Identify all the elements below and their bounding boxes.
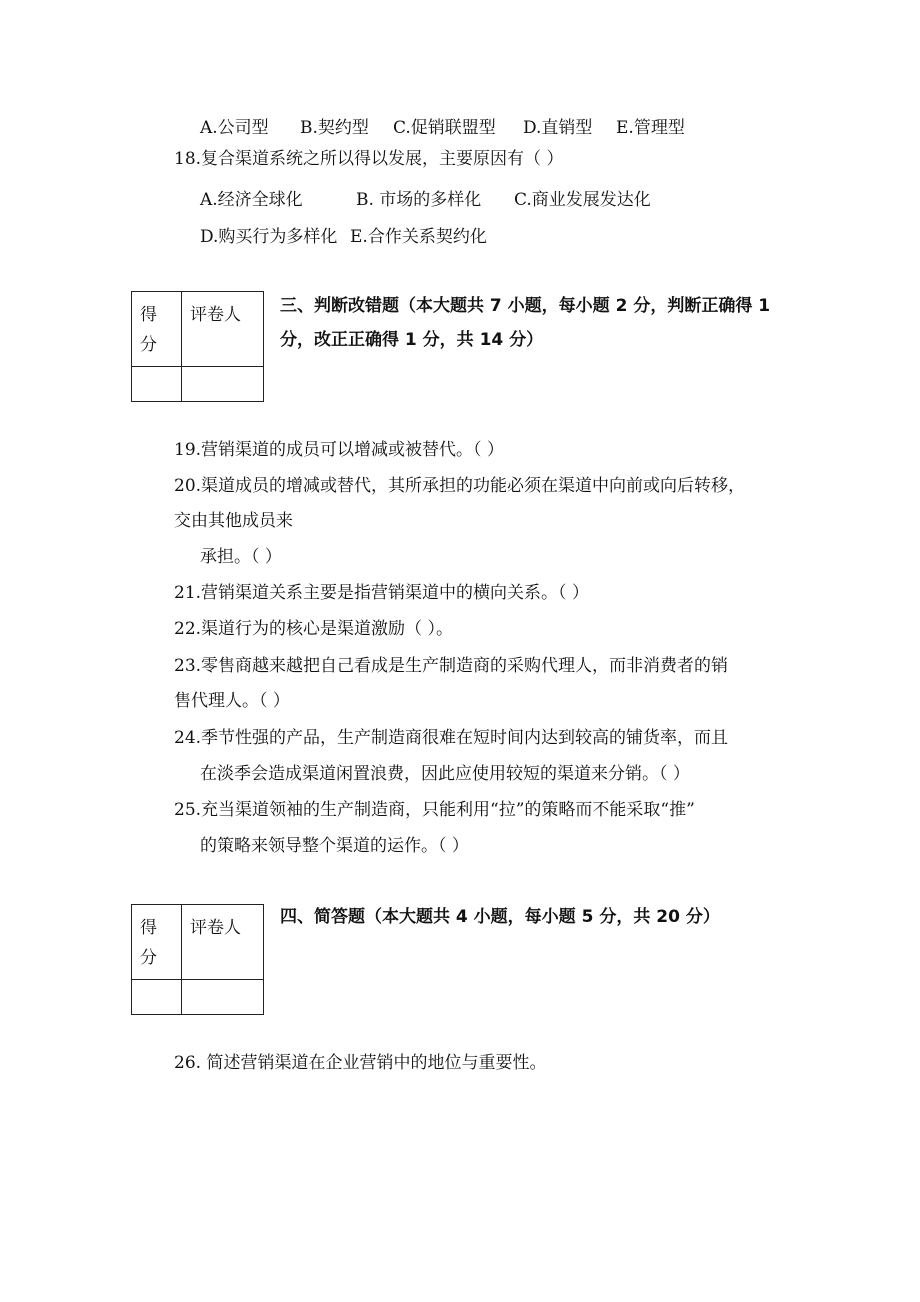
score-label: 得分 [140, 918, 157, 968]
q19: 19.营销渠道的成员可以增减或被替代。（ ） [174, 440, 504, 460]
q20-line2: 交由其他成员来 [174, 511, 293, 531]
q18-option-b: B. 市场的多样化 [356, 190, 482, 210]
score-box-section3 [131, 291, 264, 402]
q25-line1: 25.充当渠道领袖的生产制造商，只能利用“拉”的策略而不能采取“推” [174, 800, 695, 820]
q21: 21.营销渠道关系主要是指营销渠道中的横向关系。（ ） [174, 583, 589, 603]
q17-option-b: B.契约型 [300, 118, 369, 138]
q20-line1: 20.渠道成员的增减或替代，其所承担的功能必须在渠道中向前或向后转移， [174, 476, 746, 496]
q17-option-c: C.促销联盟型 [393, 118, 496, 138]
q17-option-e: E.管理型 [616, 118, 685, 138]
q25-line2: 的策略来领导整个渠道的运作。（ ） [200, 836, 469, 856]
grader-label: 评卷人 [190, 305, 241, 325]
q26: 26. 简述营销渠道在企业营销中的地位与重要性。 [174, 1053, 547, 1073]
q18-option-a: A.经济全球化 [200, 190, 303, 210]
q18-stem: 18.复合渠道系统之所以得以发展，主要原因有（ ） [174, 149, 564, 169]
q18-option-d: D.购买行为多样化 [200, 227, 338, 247]
grader-label: 评卷人 [190, 918, 241, 938]
q17-option-d: D.直销型 [523, 118, 593, 138]
q18-option-c: C.商业发展发达化 [514, 190, 651, 210]
q18-option-e: E.合作关系契约化 [350, 227, 487, 247]
q22: 22.渠道行为的核心是渠道激励（ ）。 [174, 619, 453, 639]
q17-option-a: A.公司型 [200, 118, 269, 138]
section3-title-line1: 三、判断改错题（本大题共 7 小题，每小题 2 分，判断正确得 1 [280, 296, 771, 316]
section3-title-line2: 分，改正正确得 1 分，共 14 分） [280, 330, 544, 350]
score-label: 得分 [140, 305, 157, 355]
q24-line1: 24.季节性强的产品，生产制造商很难在短时间内达到较高的铺货率，而且 [174, 728, 729, 748]
q23-line2: 售代理人。（ ） [174, 691, 290, 711]
section3-title [280, 289, 770, 357]
section4-title: 四、简答题（本大题共 4 小题，每小题 5 分，共 20 分） [280, 907, 720, 927]
q20-line3: 承担。（ ） [200, 547, 282, 567]
q24-line2: 在淡季会造成渠道闲置浪费，因此应使用较短的渠道来分销。（ ） [200, 764, 690, 784]
q23-line1: 23.零售商越来越把自己看成是生产制造商的采购代理人，而非消费者的销 [174, 656, 729, 676]
score-box-section4 [131, 904, 264, 1015]
